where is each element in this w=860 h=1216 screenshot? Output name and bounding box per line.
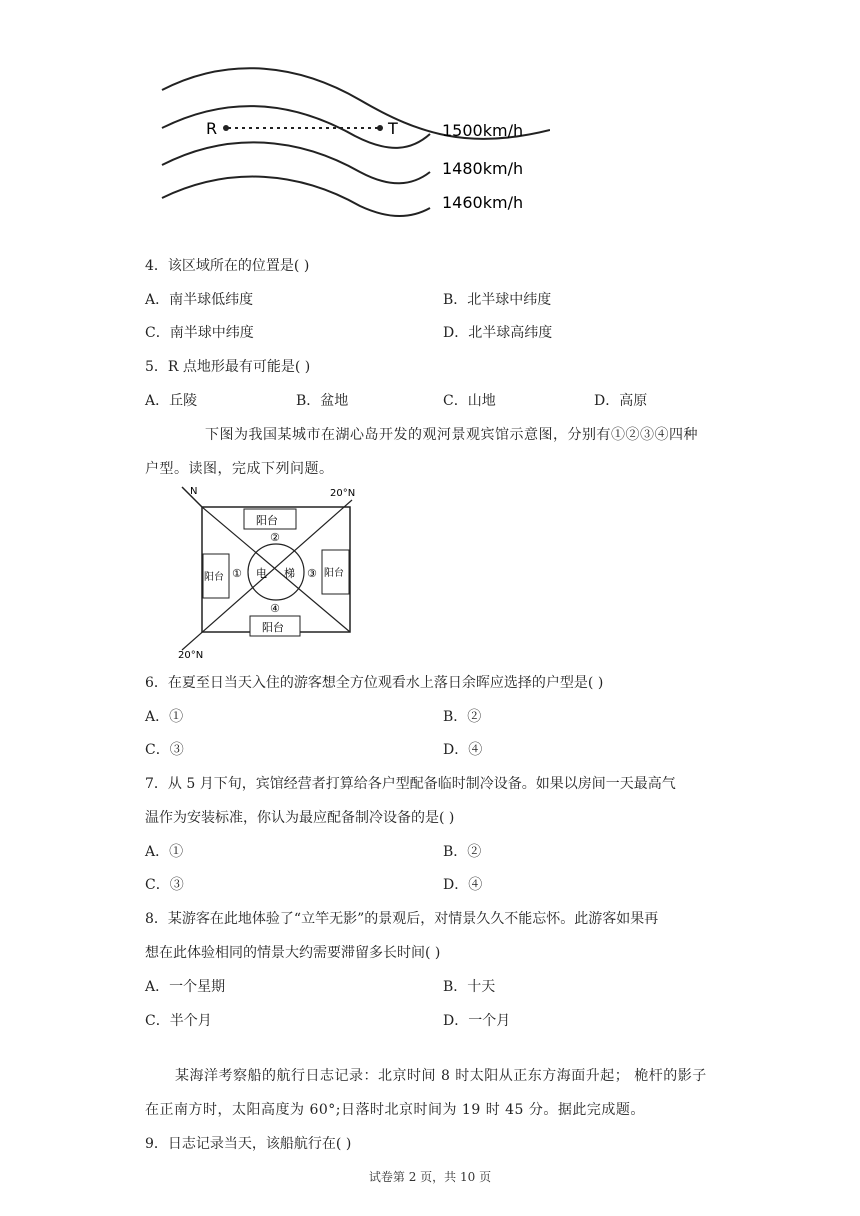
- question-8-option-d: D．一个月: [443, 1013, 511, 1029]
- question-5-stem: 5．R 点地形最有可能是( ): [145, 359, 311, 375]
- question-7-option-d: D．④: [443, 877, 483, 893]
- hotel-layout-figure: [170, 482, 370, 662]
- unit-1-label: ①: [232, 567, 242, 580]
- elevator-label-2: 梯: [284, 567, 295, 580]
- question-4-stem: 4．该区域所在的位置是( ): [145, 258, 310, 274]
- question-4-option-c: C．南半球中纬度: [145, 325, 254, 341]
- question-5-option-b: B．盆地: [296, 393, 349, 409]
- north-label: N: [190, 486, 198, 497]
- unit-4-label: ④: [270, 602, 280, 615]
- question-7-line-1: 7．从 5 月下旬，宾馆经营者打算给各户型配备临时制冷设备。如果以房间一天最高气: [145, 776, 676, 792]
- elevator-label-1: 电: [256, 567, 267, 580]
- question-7-option-b: B．②: [443, 844, 482, 860]
- latitude-label-top: 20°N: [330, 488, 356, 499]
- speed-contour-figure: [150, 60, 550, 230]
- passage-2-line-2: 户型。读图，完成下列问题。: [145, 461, 334, 477]
- question-5-option-c: C．山地: [443, 393, 496, 409]
- label-r: R: [206, 119, 218, 138]
- question-6-option-d: D．④: [443, 742, 483, 758]
- question-6-option-c: C．③: [145, 742, 184, 758]
- question-8-option-a: A．一个星期: [145, 979, 226, 995]
- label-t: T: [388, 119, 398, 138]
- balcony-left-label: 阳台: [204, 572, 224, 583]
- question-5-option-a: A．丘陵: [145, 393, 198, 409]
- balcony-right-label: 阳台: [324, 568, 344, 579]
- question-4-option-b: B．北半球中纬度: [443, 292, 552, 308]
- passage-2-line-1: 下图为我国某城市在湖心岛开发的观河景观宾馆示意图，分别有①②③④四种: [205, 427, 698, 443]
- contour-label-1480: 1480km/h: [442, 159, 524, 178]
- passage-3-line-2: 在正南方时，太阳高度为 60°;日落时北京时间为 19 时 45 分。据此完成题。: [145, 1102, 645, 1118]
- question-6-option-a: A．①: [145, 709, 184, 725]
- latitude-label-bottom: 20°N: [178, 650, 204, 661]
- page-footer: 试卷第 2 页，共 10 页: [368, 1170, 492, 1184]
- question-6-stem: 6．在夏至日当天入住的游客想全方位观看水上落日余晖应选择的户型是( ): [145, 675, 604, 691]
- question-7-option-c: C．③: [145, 877, 184, 893]
- question-6-option-b: B．②: [443, 709, 482, 725]
- question-8-option-b: B．十天: [443, 979, 496, 995]
- question-4-option-d: D．北半球高纬度: [443, 325, 553, 341]
- question-8-line-2: 想在此体验相同的情景大约需要滞留多长时间( ): [145, 945, 441, 961]
- question-8-line-1: 8．某游客在此地体验了“立竿无影”的景观后，对情景久久不能忘怀。此游客如果再: [145, 911, 659, 927]
- passage-3-line-1: 某海洋考察船的航行日志记录：北京时间 8 时太阳从正东方海面升起； 桅杆的影子: [175, 1068, 707, 1084]
- contour-label-1460: 1460km/h: [442, 193, 524, 212]
- question-8-option-c: C．半个月: [145, 1013, 212, 1029]
- question-7-option-a: A．①: [145, 844, 184, 860]
- unit-3-label: ③: [307, 567, 317, 580]
- unit-2-label: ②: [270, 531, 280, 544]
- question-9-stem: 9．日志记录当天，该船航行在( ): [145, 1136, 352, 1152]
- balcony-bottom-label: 阳台: [262, 621, 284, 634]
- question-4-option-a: A．南半球低纬度: [145, 292, 254, 308]
- question-5-option-d: D．高原: [594, 393, 648, 409]
- balcony-top-label: 阳台: [256, 514, 278, 527]
- contour-label-1500: 1500km/h: [442, 121, 524, 140]
- question-7-line-2: 温作为安装标准，你认为最应配备制冷设备的是( ): [145, 810, 455, 826]
